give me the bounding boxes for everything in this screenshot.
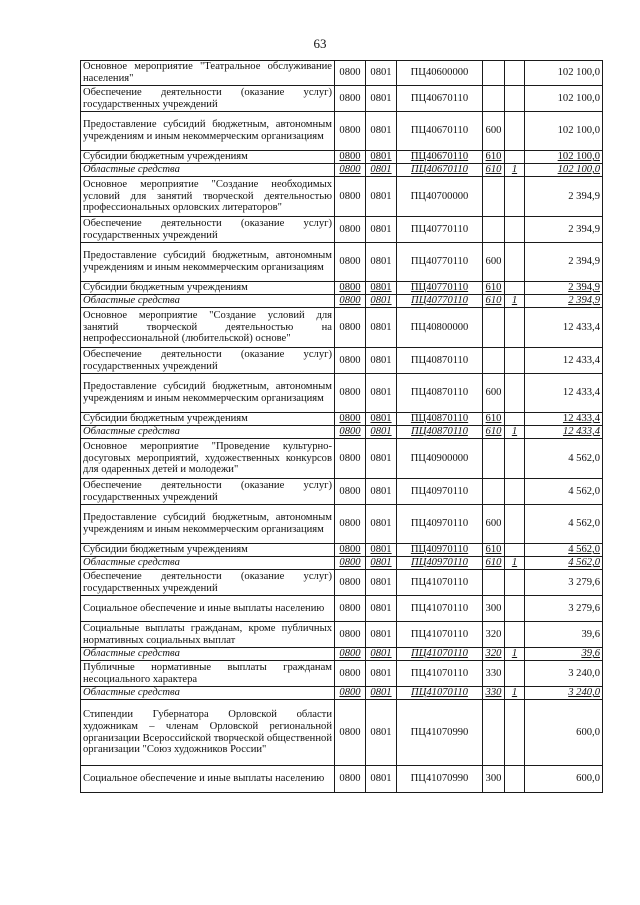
subsection-code: 0801 <box>366 426 397 439</box>
row-name: Предоставление субсидий бюджетным, автономным учреждениям и иным некоммерческим организациям <box>81 112 335 151</box>
funding-flag <box>505 282 525 295</box>
subsection-code: 0801 <box>366 661 397 687</box>
funding-flag: 1 <box>505 426 525 439</box>
row-name: Основное мероприятие "Театральное обслуживание населения" <box>81 61 335 86</box>
row-name: Основное мероприятие "Проведение культурно-досуговых мероприятий, художественных конкурсов для одаренных детей и молодежи" <box>81 439 335 479</box>
table-row <box>81 374 603 413</box>
table-row <box>81 700 603 766</box>
amount: 12 433,4 <box>525 374 603 413</box>
amount: 2 394,9 <box>525 243 603 282</box>
table-row <box>81 217 603 243</box>
funding-flag <box>505 413 525 426</box>
funding-flag: 1 <box>505 557 525 570</box>
row-name: Субсидии бюджетным учреждениям <box>81 282 335 295</box>
target-article: ПЦ41070110 <box>397 648 483 661</box>
expense-type <box>483 348 505 374</box>
funding-flag <box>505 661 525 687</box>
table-row <box>81 282 603 295</box>
table-row <box>81 177 603 217</box>
target-article: ПЦ40600000 <box>397 61 483 86</box>
target-article: ПЦ40700000 <box>397 177 483 217</box>
target-article: ПЦ40770110 <box>397 295 483 308</box>
expense-type: 610 <box>483 295 505 308</box>
section-code: 0800 <box>335 596 366 622</box>
amount: 3 240,0 <box>525 661 603 687</box>
section-code: 0800 <box>335 700 366 766</box>
section-code: 0800 <box>335 61 366 86</box>
table-row <box>81 479 603 505</box>
subsection-code: 0801 <box>366 596 397 622</box>
subsection-code: 0801 <box>366 243 397 282</box>
table-row <box>81 295 603 308</box>
funding-flag <box>505 505 525 544</box>
funding-flag <box>505 622 525 648</box>
subsection-code: 0801 <box>366 217 397 243</box>
subsection-code: 0801 <box>366 439 397 479</box>
row-name: Обеспечение деятельности (оказание услуг) государственных учреждений <box>81 479 335 505</box>
subsection-code: 0801 <box>366 295 397 308</box>
table-row <box>81 308 603 348</box>
section-code: 0800 <box>335 687 366 700</box>
funding-flag: 1 <box>505 295 525 308</box>
expense-type: 610 <box>483 151 505 164</box>
target-article: ПЦ41070110 <box>397 570 483 596</box>
section-code: 0800 <box>335 439 366 479</box>
subsection-code: 0801 <box>366 557 397 570</box>
expense-type <box>483 700 505 766</box>
expense-type: 610 <box>483 164 505 177</box>
row-name: Областные средства <box>81 687 335 700</box>
row-name: Областные средства <box>81 426 335 439</box>
expense-type: 600 <box>483 505 505 544</box>
subsection-code: 0801 <box>366 413 397 426</box>
subsection-code: 0801 <box>366 282 397 295</box>
table-row <box>81 648 603 661</box>
amount: 102 100,0 <box>525 112 603 151</box>
expense-type <box>483 479 505 505</box>
section-code: 0800 <box>335 295 366 308</box>
table-row <box>81 151 603 164</box>
amount: 3 279,6 <box>525 596 603 622</box>
funding-flag <box>505 308 525 348</box>
expense-type <box>483 308 505 348</box>
table-row <box>81 596 603 622</box>
row-name: Субсидии бюджетным учреждениям <box>81 413 335 426</box>
funding-flag: 1 <box>505 164 525 177</box>
target-article: ПЦ40800000 <box>397 308 483 348</box>
expense-type <box>483 86 505 112</box>
table-row <box>81 505 603 544</box>
target-article: ПЦ41070110 <box>397 661 483 687</box>
expense-type <box>483 570 505 596</box>
subsection-code: 0801 <box>366 374 397 413</box>
amount: 102 100,0 <box>525 164 603 177</box>
amount: 12 433,4 <box>525 413 603 426</box>
table-row <box>81 413 603 426</box>
expense-type <box>483 217 505 243</box>
target-article: ПЦ40970110 <box>397 544 483 557</box>
row-name: Социальное обеспечение и иные выплаты населению <box>81 766 335 793</box>
funding-flag <box>505 479 525 505</box>
row-name: Обеспечение деятельности (оказание услуг) государственных учреждений <box>81 86 335 112</box>
row-name: Областные средства <box>81 164 335 177</box>
section-code: 0800 <box>335 557 366 570</box>
expense-type: 600 <box>483 374 505 413</box>
section-code: 0800 <box>335 164 366 177</box>
amount: 600,0 <box>525 766 603 793</box>
subsection-code: 0801 <box>366 570 397 596</box>
target-article: ПЦ40900000 <box>397 439 483 479</box>
target-article: ПЦ40970110 <box>397 557 483 570</box>
subsection-code: 0801 <box>366 766 397 793</box>
section-code: 0800 <box>335 648 366 661</box>
section-code: 0800 <box>335 112 366 151</box>
table-row <box>81 544 603 557</box>
subsection-code: 0801 <box>366 622 397 648</box>
amount: 4 562,0 <box>525 544 603 557</box>
section-code: 0800 <box>335 177 366 217</box>
table-row <box>81 439 603 479</box>
amount: 3 279,6 <box>525 570 603 596</box>
row-name: Социальные выплаты гражданам, кроме публичных нормативных социальных выплат <box>81 622 335 648</box>
row-name: Предоставление субсидий бюджетным, автономным учреждениям и иным некоммерческим организациям <box>81 243 335 282</box>
expense-type: 610 <box>483 426 505 439</box>
expense-type: 610 <box>483 544 505 557</box>
amount: 4 562,0 <box>525 557 603 570</box>
table-row <box>81 61 603 86</box>
subsection-code: 0801 <box>366 164 397 177</box>
section-code: 0800 <box>335 661 366 687</box>
target-article: ПЦ41070110 <box>397 622 483 648</box>
subsection-code: 0801 <box>366 86 397 112</box>
section-code: 0800 <box>335 308 366 348</box>
subsection-code: 0801 <box>366 112 397 151</box>
section-code: 0800 <box>335 505 366 544</box>
expense-type <box>483 439 505 479</box>
amount: 102 100,0 <box>525 61 603 86</box>
subsection-code: 0801 <box>366 479 397 505</box>
funding-flag <box>505 374 525 413</box>
section-code: 0800 <box>335 413 366 426</box>
expense-type: 320 <box>483 622 505 648</box>
section-code: 0800 <box>335 348 366 374</box>
table-row <box>81 348 603 374</box>
target-article: ПЦ40670110 <box>397 164 483 177</box>
section-code: 0800 <box>335 374 366 413</box>
target-article: ПЦ41070990 <box>397 766 483 793</box>
target-article: ПЦ40870110 <box>397 426 483 439</box>
funding-flag: 1 <box>505 648 525 661</box>
funding-flag <box>505 700 525 766</box>
section-code: 0800 <box>335 479 366 505</box>
subsection-code: 0801 <box>366 687 397 700</box>
table-row <box>81 687 603 700</box>
table-row <box>81 426 603 439</box>
row-name: Областные средства <box>81 295 335 308</box>
expense-type: 330 <box>483 687 505 700</box>
subsection-code: 0801 <box>366 61 397 86</box>
row-name: Социальное обеспечение и иные выплаты населению <box>81 596 335 622</box>
row-name: Областные средства <box>81 648 335 661</box>
expense-type <box>483 177 505 217</box>
target-article: ПЦ40870110 <box>397 413 483 426</box>
funding-flag: 1 <box>505 687 525 700</box>
row-name: Обеспечение деятельности (оказание услуг) государственных учреждений <box>81 217 335 243</box>
row-name: Предоставление субсидий бюджетным, автономным учреждениям и иным некоммерческим организациям <box>81 505 335 544</box>
target-article: ПЦ40670110 <box>397 86 483 112</box>
expense-type: 320 <box>483 648 505 661</box>
amount: 3 240,0 <box>525 687 603 700</box>
table-row <box>81 570 603 596</box>
section-code: 0800 <box>335 217 366 243</box>
row-name: Основное мероприятие "Создание условий для занятий творческой деятельностью на непрофессиональной (любительской) основе" <box>81 308 335 348</box>
amount: 102 100,0 <box>525 151 603 164</box>
target-article: ПЦ40770110 <box>397 243 483 282</box>
funding-flag <box>505 348 525 374</box>
table-row <box>81 661 603 687</box>
amount: 12 433,4 <box>525 348 603 374</box>
table-row <box>81 112 603 151</box>
subsection-code: 0801 <box>366 308 397 348</box>
amount: 2 394,9 <box>525 295 603 308</box>
funding-flag <box>505 217 525 243</box>
amount: 39,6 <box>525 648 603 661</box>
target-article: ПЦ40970110 <box>397 479 483 505</box>
budget-table <box>80 60 603 793</box>
subsection-code: 0801 <box>366 700 397 766</box>
target-article: ПЦ40670110 <box>397 151 483 164</box>
target-article: ПЦ40770110 <box>397 217 483 243</box>
row-name: Основное мероприятие "Создание необходимых условий для занятий творческой деятельностью профессиональных орловских литераторов" <box>81 177 335 217</box>
funding-flag <box>505 86 525 112</box>
table-row <box>81 557 603 570</box>
funding-flag <box>505 151 525 164</box>
row-name: Стипендии Губернатора Орловской области художникам – членам Орловской региональной организации Всероссийской творческой общественной организации "Союз художников России" <box>81 700 335 766</box>
row-name: Обеспечение деятельности (оказание услуг) государственных учреждений <box>81 348 335 374</box>
funding-flag <box>505 596 525 622</box>
expense-type: 610 <box>483 282 505 295</box>
page-number: 63 <box>313 36 327 51</box>
target-article: ПЦ40970110 <box>397 505 483 544</box>
funding-flag <box>505 177 525 217</box>
amount: 39,6 <box>525 622 603 648</box>
table-row <box>81 243 603 282</box>
amount: 2 394,9 <box>525 217 603 243</box>
table-row <box>81 766 603 793</box>
table-row <box>81 622 603 648</box>
funding-flag <box>505 439 525 479</box>
subsection-code: 0801 <box>366 348 397 374</box>
amount: 4 562,0 <box>525 439 603 479</box>
amount: 12 433,4 <box>525 308 603 348</box>
funding-flag <box>505 544 525 557</box>
row-name: Субсидии бюджетным учреждениям <box>81 151 335 164</box>
section-code: 0800 <box>335 544 366 557</box>
amount: 600,0 <box>525 700 603 766</box>
subsection-code: 0801 <box>366 151 397 164</box>
section-code: 0800 <box>335 151 366 164</box>
section-code: 0800 <box>335 282 366 295</box>
expense-type: 330 <box>483 661 505 687</box>
section-code: 0800 <box>335 243 366 282</box>
row-name: Областные средства <box>81 557 335 570</box>
target-article: ПЦ40770110 <box>397 282 483 295</box>
funding-flag <box>505 61 525 86</box>
expense-type: 300 <box>483 766 505 793</box>
amount: 102 100,0 <box>525 86 603 112</box>
amount: 4 562,0 <box>525 505 603 544</box>
target-article: ПЦ41070990 <box>397 700 483 766</box>
amount: 12 433,4 <box>525 426 603 439</box>
funding-flag <box>505 243 525 282</box>
subsection-code: 0801 <box>366 505 397 544</box>
table-row <box>81 86 603 112</box>
section-code: 0800 <box>335 86 366 112</box>
expense-type: 610 <box>483 413 505 426</box>
expense-type: 600 <box>483 243 505 282</box>
funding-flag <box>505 570 525 596</box>
row-name: Предоставление субсидий бюджетным, автономным учреждениям и иным некоммерческим организациям <box>81 374 335 413</box>
subsection-code: 0801 <box>366 544 397 557</box>
section-code: 0800 <box>335 766 366 793</box>
amount: 2 394,9 <box>525 282 603 295</box>
funding-flag <box>505 766 525 793</box>
target-article: ПЦ40670110 <box>397 112 483 151</box>
subsection-code: 0801 <box>366 177 397 217</box>
section-code: 0800 <box>335 622 366 648</box>
expense-type: 600 <box>483 112 505 151</box>
row-name: Обеспечение деятельности (оказание услуг) государственных учреждений <box>81 570 335 596</box>
subsection-code: 0801 <box>366 648 397 661</box>
target-article: ПЦ40870110 <box>397 348 483 374</box>
expense-type <box>483 61 505 86</box>
amount: 2 394,9 <box>525 177 603 217</box>
table-row <box>81 164 603 177</box>
section-code: 0800 <box>335 426 366 439</box>
row-name: Публичные нормативные выплаты гражданам несоциального характера <box>81 661 335 687</box>
funding-flag <box>505 112 525 151</box>
section-code: 0800 <box>335 570 366 596</box>
target-article: ПЦ40870110 <box>397 374 483 413</box>
expense-type: 300 <box>483 596 505 622</box>
target-article: ПЦ41070110 <box>397 687 483 700</box>
row-name: Субсидии бюджетным учреждениям <box>81 544 335 557</box>
expense-type: 610 <box>483 557 505 570</box>
amount: 4 562,0 <box>525 479 603 505</box>
target-article: ПЦ41070110 <box>397 596 483 622</box>
